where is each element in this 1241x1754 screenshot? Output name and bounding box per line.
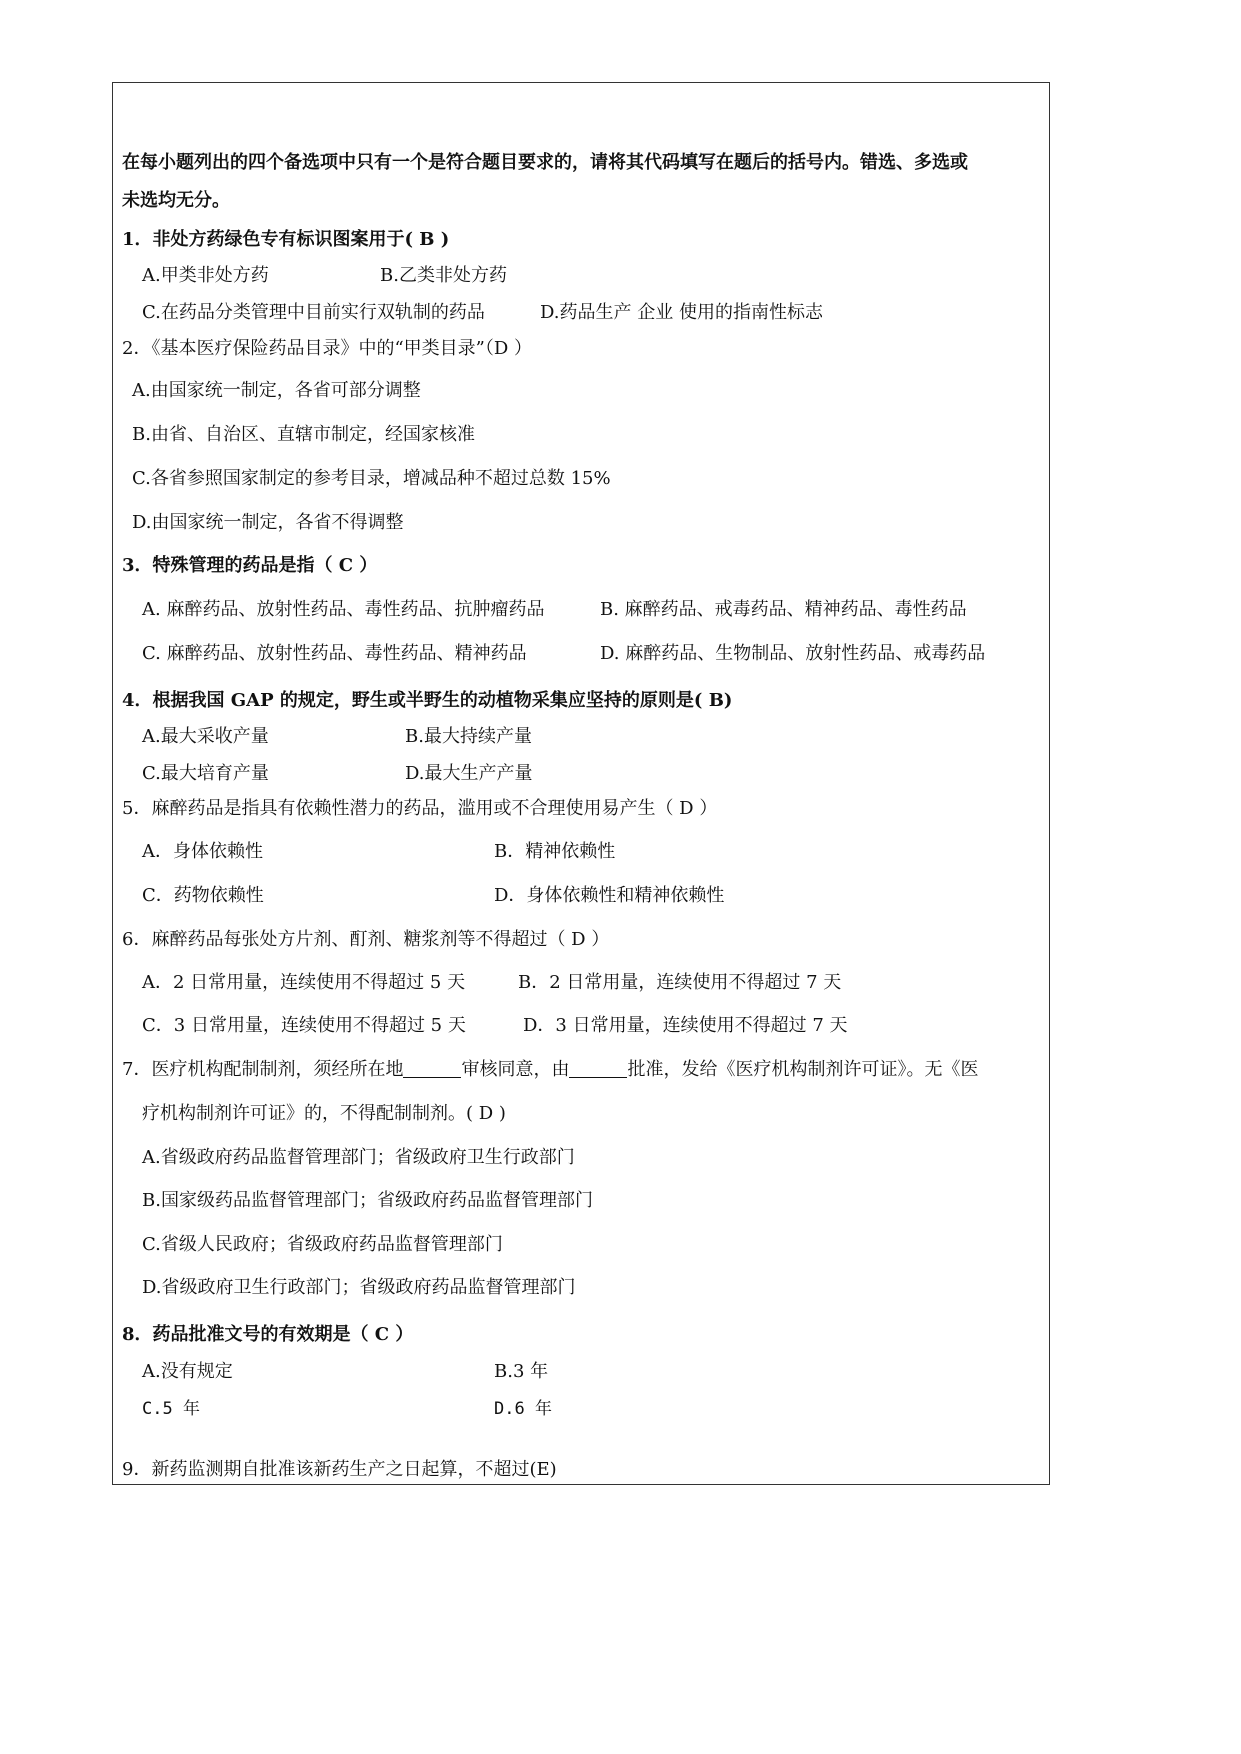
question-6-option-a: A．2 日常用量，连续使用不得超过 5 天	[142, 972, 466, 993]
question-5-stem: 5．麻醉药品是指具有依赖性潜力的药品，滥用或不合理使用易产生（ D ）	[122, 798, 718, 819]
question-5-option-c: C．药物依赖性	[142, 885, 264, 906]
question-9-stem: 9．新药监测期自批准该新药生产之日起算，不超过(E)	[122, 1459, 557, 1480]
question-8-stem: 8．药品批准文号的有效期是（ C ）	[122, 1324, 414, 1345]
question-4-option-a: A.最大采收产量	[142, 726, 269, 747]
question-4-option-c: C.最大培育产量	[142, 763, 269, 784]
question-3-stem: 3．特殊管理的药品是指（ C ）	[122, 555, 378, 576]
question-4-option-d: D.最大生产产量	[405, 763, 533, 784]
answer-blank	[403, 1059, 461, 1078]
question-8-option-b: B.3 年	[494, 1361, 549, 1382]
instructions-line-1: 在每小题列出的四个备选项中只有一个是符合题目要求的，请将其代码填写在题后的括号内。错选、多选或	[122, 152, 968, 173]
instructions-line-2: 未选均无分。	[122, 190, 230, 211]
question-7-stem-part-2: 审核同意，由	[461, 1059, 570, 1080]
question-5-option-b: B．精神依赖性	[494, 841, 616, 862]
question-4-option-b: B.最大持续产量	[405, 726, 532, 747]
question-2-stem: 2．《基本医疗保险药品目录》中的“甲类目录”（D ）	[122, 338, 533, 359]
question-4-stem: 4．根据我国 GAP 的规定，野生或半野生的动植物采集应坚持的原则是( B)	[122, 690, 733, 711]
question-7-stem-line-1	[122, 1059, 978, 1081]
question-7-stem-part-3: 批准，发给《医疗机构制剂许可证》。无《医	[627, 1059, 979, 1080]
question-7-option-b: B.国家级药品监督管理部门；省级政府药品监督管理部门	[142, 1190, 593, 1211]
question-7-stem-part-1: 7．医疗机构配制制剂，须经所在地	[122, 1059, 404, 1080]
question-6-option-d: D．3 日常用量，连续使用不得超过 7 天	[523, 1015, 848, 1036]
question-2-option-d: D.由国家统一制定，各省不得调整	[132, 512, 404, 533]
question-7-option-c: C.省级人民政府；省级政府药品监督管理部门	[142, 1234, 503, 1255]
question-5-option-a: A．身体依赖性	[142, 841, 263, 862]
question-7-option-d: D.省级政府卫生行政部门；省级政府药品监督管理部门	[142, 1277, 576, 1298]
question-8-option-d: D.6 年	[494, 1399, 552, 1419]
question-6-option-b: B．2 日常用量，连续使用不得超过 7 天	[518, 972, 842, 993]
question-7-option-a: A.省级政府药品监督管理部门；省级政府卫生行政部门	[142, 1147, 575, 1168]
question-2-option-c: C.各省参照国家制定的参考目录，增减品种不超过总数 15%	[132, 468, 611, 489]
question-1-option-c: C.在药品分类管理中目前实行双轨制的药品	[142, 302, 485, 323]
question-2-option-a: A.由国家统一制定，各省可部分调整	[132, 380, 421, 401]
question-3-option-b: B. 麻醉药品、戒毒药品、精神药品、毒性药品	[600, 599, 967, 620]
answer-blank	[569, 1059, 627, 1078]
question-2-option-b: B.由省、自治区、直辖市制定，经国家核准	[132, 424, 475, 445]
question-3-option-a: A. 麻醉药品、放射性药品、毒性药品、抗肿瘤药品	[142, 599, 545, 620]
question-1-option-b: B.乙类非处方药	[380, 265, 507, 286]
question-6-stem: 6．麻醉药品每张处方片剂、酊剂、糖浆剂等不得超过（ D ）	[122, 929, 610, 950]
question-8-option-a: A.没有规定	[142, 1361, 233, 1382]
question-8-option-c: C.5 年	[142, 1399, 200, 1419]
question-1-option-d: D.药品生产 企业 使用的指南性标志	[540, 302, 823, 323]
question-6-option-c: C．3 日常用量，连续使用不得超过 5 天	[142, 1015, 466, 1036]
question-3-option-d: D. 麻醉药品、生物制品、放射性药品、戒毒药品	[600, 643, 986, 664]
question-1-stem: 1．非处方药绿色专有标识图案用于( B )	[122, 229, 450, 250]
question-1-option-a: A.甲类非处方药	[142, 265, 269, 286]
question-5-option-d: D．身体依赖性和精神依赖性	[494, 885, 725, 906]
question-3-option-c: C. 麻醉药品、放射性药品、毒性药品、精神药品	[142, 643, 527, 664]
question-7-stem-line-2: 疗机构制剂许可证》的，不得配制制剂。( D )	[142, 1103, 506, 1124]
